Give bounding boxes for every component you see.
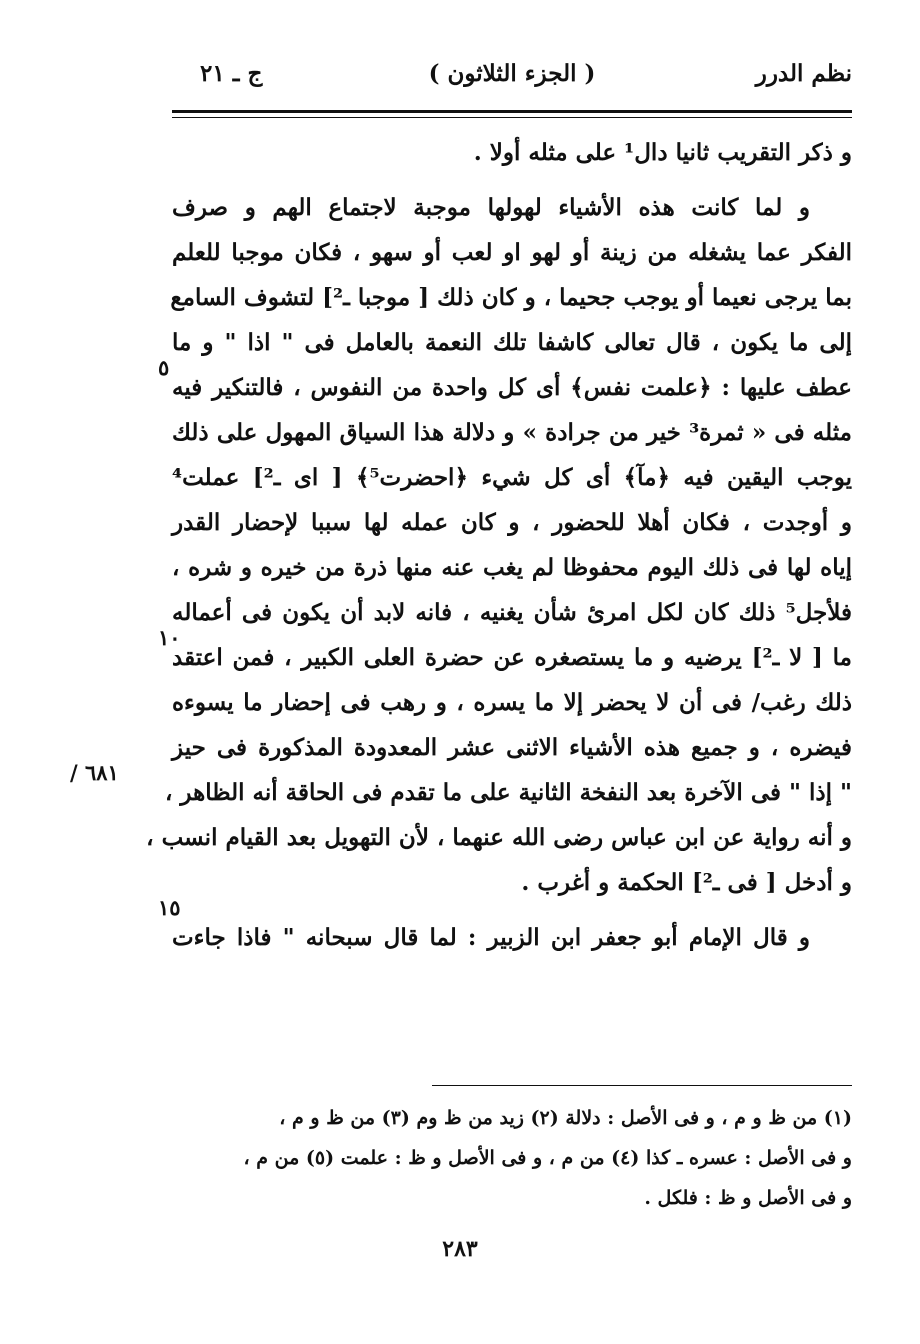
page-number: ٢٨٣	[442, 1236, 478, 1262]
text-line: و لما كانت هذه الأشياء لهولها موجبة لاجتماع الهم و صرف	[172, 194, 810, 221]
text-line: إلى ما يكون ، قال تعالى كاشفا تلك النعمة بالعامل فى " اذا " و ما	[172, 329, 852, 356]
footnote-rule	[432, 1085, 852, 1086]
text-line: فيضره ، و جميع هذه الأشياء الاثنى عشر المعدودة المذكورة فى حيز	[172, 734, 852, 761]
line-number-5: ٥	[158, 355, 170, 380]
text-line: مثله فى « ثمرة³ خير من جرادة » و دلالة هذا السياق المهول على ذلك	[172, 419, 852, 446]
header-volume: ج ـ ٢١	[200, 60, 263, 87]
line-number-15: ١٥	[158, 895, 181, 920]
header-rule-thin	[172, 117, 852, 118]
text-line: إياه لها فى ذلك اليوم محفوظا لم يغب عنه منها ذرة من خيره و شره ،	[172, 554, 852, 581]
text-line: بما يرجى نعيما أو يوجب جحيما ، و كان ذلك [ موجبا ـ²] لتشوف السامع	[170, 284, 852, 311]
header-rule-thick	[172, 110, 852, 113]
header-part: ( الجزء الثلاثون )	[428, 60, 596, 87]
footnotes	[172, 1098, 852, 1218]
text-line: و أنه رواية عن ابن عباس رضى الله عنهما ، لأن التهويل بعد القيام انسب ،	[146, 824, 852, 851]
manuscript-folio-ref: / ٦٨١	[70, 760, 119, 785]
text-line: و أوجدت ، فكان أهلا للحضور ، و كان عمله لها سببا لإحضار القدر	[172, 509, 852, 536]
text-line: ذلك رغب/ فى أن لا يحضر إلا ما يسره ، و رهب فى إحضار ما يسوءه	[172, 689, 852, 716]
text-line: و ذكر التقريب ثانيا دال¹ على مثله أولا .	[473, 139, 852, 166]
footnote-line: و فى الأصل و ظ : فلكل .	[644, 1187, 852, 1209]
text-line: فلأجل⁵ ذلك كان لكل امرئ شأن يغنيه ، فانه لابد أن يكون فى أعماله	[172, 599, 852, 626]
line-number-10: ١٠	[158, 625, 181, 650]
text-line: عطف عليها : ﴿علمت نفس﴾ أى كل واحدة من النفوس ، فالتنكير فيه	[172, 374, 852, 401]
footnote-line: (١) من ظ و م ، و فى الأصل : دلالة (٢) زيد من ظ وم (٣) من ظ و م ،	[279, 1107, 852, 1129]
text-line: يوجب اليقين فيه ﴿مآ﴾ أى كل شيء ﴿احضرت⁵﴾ [ اى ـ²] عملت⁴	[172, 464, 852, 491]
running-header	[172, 60, 852, 100]
text-line: و قال الإمام أبو جعفر ابن الزبير : لما قال سبحانه " فاذا جاءت	[172, 924, 810, 951]
header-book-title: نظم الدرر	[755, 60, 852, 87]
text-line: ما [ لا ـ²] يرضيه و ما يستصغره عن حضرة العلى الكبير ، فمن اعتقد	[172, 644, 852, 671]
text-line: و أدخل [ فى ـ²] الحكمة و أغرب .	[521, 869, 852, 896]
text-line: " إذا " فى الآخرة بعد النفخة الثانية على ما تقدم فى الحاقة أنه الظاهر ،	[164, 779, 852, 806]
footnote-line: و فى الأصل : عسره ـ كذا (٤) من م ، و فى الأصل و ظ : علمت (٥) من م ،	[243, 1147, 852, 1169]
text-line: الفكر عما يشغله من زينة أو لهو او لعب أو سهو ، فكان موجبا للعلم	[172, 239, 852, 266]
